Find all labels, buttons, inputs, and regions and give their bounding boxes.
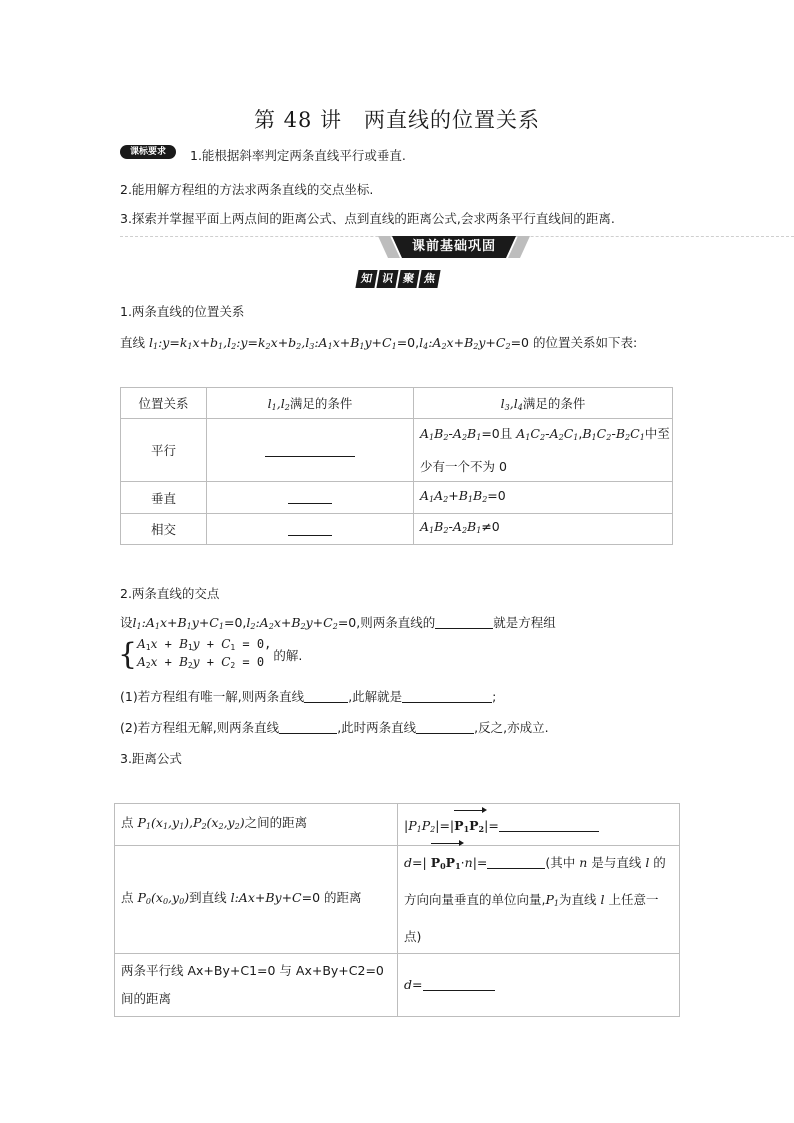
- fill-blank[interactable]: [416, 721, 474, 734]
- s2-paragraph: 设$l_1:A_1x+B_1y+C_1=0,l_2:A_2x+B_2y+C_2=0$,则两条直线的 就是方程组: [120, 615, 556, 631]
- table-row: [121, 419, 673, 482]
- fill-blank[interactable]: [288, 491, 332, 504]
- requirement-2: 2.能用解方程组的方法求两条直线的交点坐标.: [120, 182, 374, 197]
- header-cell: 位置关系: [121, 388, 207, 419]
- requirement-3: 3.探索并掌握平面上两点间的距离公式、点到直线的距离公式,会求两条平行直线间的距离.: [120, 211, 615, 226]
- row-label: 相交: [121, 514, 207, 545]
- section-banner: 课前基础巩固: [411, 239, 496, 254]
- condition-cell: $A_1A_2+B_1B_2=0$: [414, 482, 673, 514]
- table-row: [121, 388, 673, 419]
- fill-blank[interactable]: [499, 819, 599, 832]
- chip: 识: [376, 270, 398, 288]
- s1-intro-suffix: 的位置关系如下表:: [532, 335, 638, 350]
- chip: 焦: [418, 270, 440, 288]
- table-row: [115, 804, 680, 846]
- equations: $A_1x + B_1y + C_1 = 0$, $A_2x + B_2y + C_2 = 0$: [137, 637, 272, 670]
- knowledge-focus-label: [357, 270, 439, 288]
- blank-cell: [207, 419, 414, 482]
- requirement-1: 1.能根据斜率判定两条直线平行或垂直.: [190, 148, 406, 163]
- formula-label: 点 $P_1(x_1,y_1),P_2(x_2,y_2)$之间的距离: [115, 804, 398, 846]
- header-cell: $l_1,l_2$满足的条件: [207, 388, 414, 419]
- fill-blank[interactable]: [304, 690, 348, 703]
- chip: 聚: [397, 270, 419, 288]
- fill-blank[interactable]: [402, 690, 492, 703]
- row-label: 平行: [121, 419, 207, 482]
- position-relation-table: [120, 387, 673, 545]
- brace: {: [118, 637, 138, 672]
- condition-cell: $A_1B_2-A_2B_1=0$且 $A_1C_2-A_2C_1,B_1C_2-B_2C_1$中至少有一个不为 0: [414, 419, 673, 482]
- row-label: 垂直: [121, 482, 207, 514]
- fill-blank[interactable]: [288, 523, 332, 536]
- s1-intro-prefix: 直线: [120, 335, 146, 350]
- table-row: [115, 846, 680, 954]
- blank-cell: [207, 514, 414, 545]
- formula-label: 两条平行线 Ax+By+C1=0 与 Ax+By+C2=0 间的距离: [115, 954, 398, 1017]
- blank-cell: [207, 482, 414, 514]
- condition-cell: $A_1B_2-A_2B_1\ne 0$: [414, 514, 673, 545]
- header-cell: $l_3,l_4$满足的条件: [414, 388, 673, 419]
- formula-value: $|P_1P_2|=|P_1P_2|=$: [398, 804, 680, 846]
- equation-system: [118, 637, 302, 673]
- s2-heading: 2.两条直线的交点: [120, 586, 220, 601]
- fill-blank[interactable]: [487, 856, 545, 869]
- curriculum-badge: 课标要求: [120, 145, 176, 159]
- fill-blank[interactable]: [265, 444, 355, 457]
- chip: 知: [355, 270, 377, 288]
- fill-blank[interactable]: [435, 616, 493, 629]
- table-row: [121, 514, 673, 545]
- fill-blank[interactable]: [279, 721, 337, 734]
- s2-case-1: (1)若方程组有唯一解,则两条直线 ,此解就是 ;: [120, 689, 497, 704]
- system-end: 的解.: [273, 648, 303, 663]
- distance-formula-table: [114, 803, 680, 1017]
- s1-intro: 直线 $l_1:y=k_1x+b_1,l_2:y=k_2x+b_2,l_3:A_1x+B_1y+C_1=0,l_4:A_2x+B_2y+C_2=0$ 的位置关系如下表:: [120, 335, 638, 351]
- formula-label: 点 $P_0(x_0,y_0)$到直线 l:Ax+By+C=0 的距离: [115, 846, 398, 954]
- table-row: [121, 482, 673, 514]
- fill-blank[interactable]: [423, 978, 495, 991]
- formula-value: d=: [398, 954, 680, 1017]
- table-row: [115, 954, 680, 1017]
- s3-heading: 3.距离公式: [120, 751, 182, 766]
- s1-heading: 1.两条直线的位置关系: [120, 304, 245, 319]
- page-title: 第 48 讲 两直线的位置关系: [253, 108, 541, 132]
- s2-case-2: (2)若方程组无解,则两条直线 ,此时两条直线 ,反之,亦成立.: [120, 720, 549, 735]
- formula-value: d=| $P_0P_1\cdot n|=$ (其中 n 是与直线 l 的方向向量垂直的单位向量$,P_1$为直线 l 上任意一点): [398, 846, 680, 954]
